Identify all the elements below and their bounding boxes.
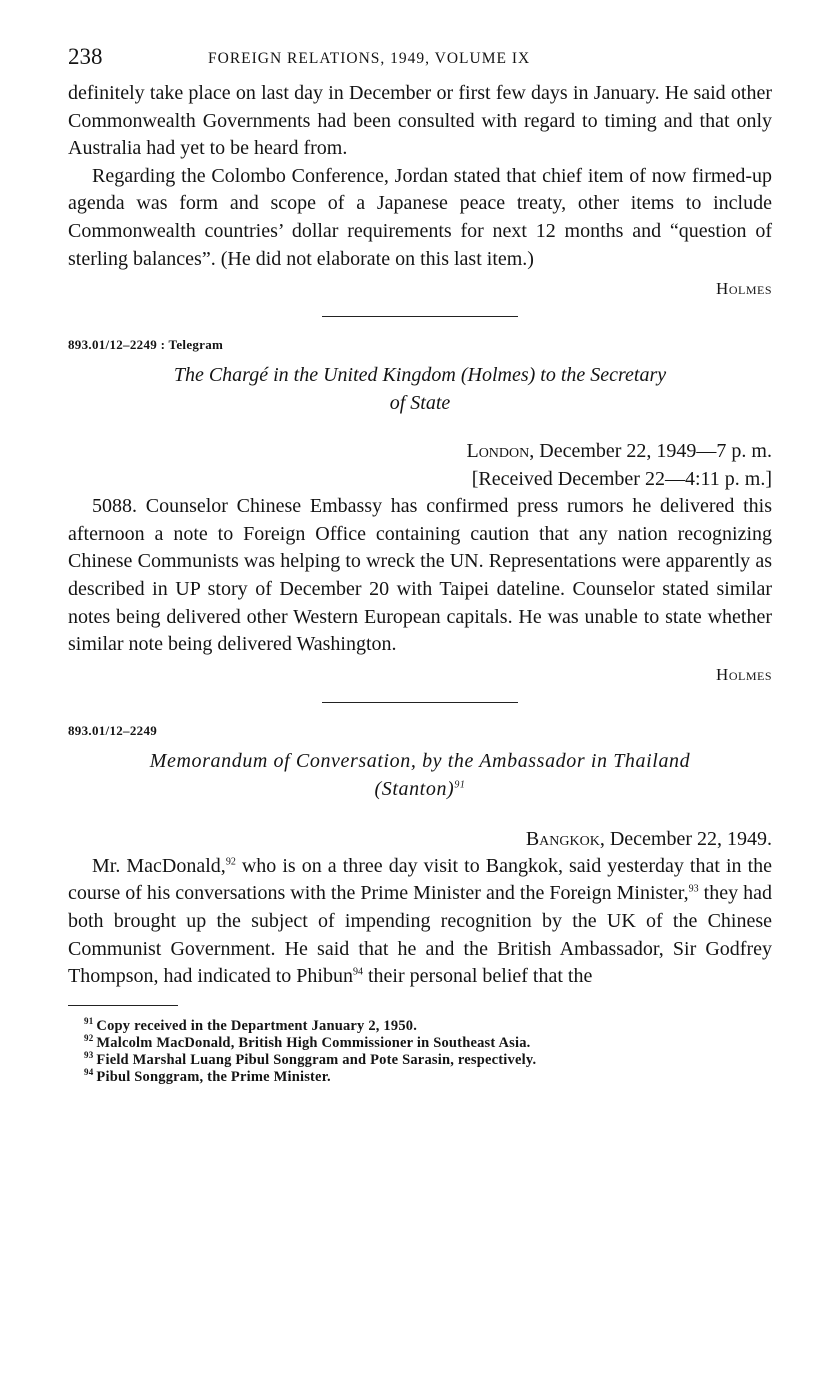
footnote-text: Pibul Songgram, the Prime Minister. [96, 1068, 331, 1085]
body-text: their personal belief that the [362, 965, 593, 988]
dateline-date: , December 22, 1949. [599, 827, 772, 850]
document-title-line [68, 775, 772, 803]
footnote-divider [68, 1005, 178, 1006]
document-title-line: of State [389, 392, 451, 415]
footnote [68, 1032, 772, 1052]
document-title-line: The Chargé in the United Kingdom (Holmes) to the Secretary [173, 364, 667, 387]
footnote-text: Field Marshal Luang Pibul Songgram and Pote Sarasin, respectively. [96, 1051, 537, 1068]
running-head: FOREIGN RELATIONS, 1949, VOLUME IX [208, 50, 531, 67]
footnote-mark: 93 [84, 1049, 94, 1060]
footnote-reference: 94 [352, 966, 363, 978]
body-text: Mr. MacDonald, [92, 854, 226, 877]
footnote-mark: 94 [84, 1066, 94, 1077]
document-page [68, 40, 772, 1086]
section-divider [322, 702, 518, 703]
body-text: who is on a three day visit to Bangkok, said yesterday that in the course of his conversations with the Prime Minister and the Foreign Minister, [68, 854, 773, 905]
page-header [68, 40, 772, 80]
telegram-body: 5088. Counselor Chinese Embassy has confirmed press rumors he delivered this afternoon a note to Foreign Office containing caution that any nation recognizing Chinese Communists was helping to wreck the UN. Representations were apparently as described in UP story of December 20 with Taipei dateline. Counselor stated similar notes being delivered other Western European capitals. He was unable to state whether similar note being delivered Washington. [68, 495, 772, 656]
footnote-mark: 92 [84, 1032, 94, 1043]
memorandum-body [68, 853, 772, 991]
footnote-reference: 92 [225, 856, 236, 868]
footnote-text: Copy received in the Department January 2, 1950. [96, 1017, 418, 1034]
received-line: [Received December 22—4:11 p. m.] [471, 468, 772, 491]
dateline-place: Bangkok [525, 827, 600, 850]
document-title-text: (Stanton) [374, 777, 455, 800]
footnote [68, 1066, 772, 1086]
dateline-place: London [466, 440, 530, 463]
section-divider [322, 316, 518, 317]
paragraph: Regarding the Colombo Conference, Jordan stated that chief item of now firmed-up agenda was form and scope of a Japanese peace treaty, other items to include Commonwealth countries’ dollar requirements for next 12 months and “question of sterling balances”. (He did not elaborate on this last item.) [68, 164, 772, 270]
body-text: they had both brought up the subject of impending recognition by the UK of the Chinese Communist Government. He said that he and the British Ambassador, Sir Godfrey Thompson, had indicated to Phibun [68, 882, 772, 988]
paragraph: definitely take place on last day in December or first few days in January. He said other Commonwealth Governments had been consulted with regard to timing and that only Australia had yet to be heard from. [68, 82, 772, 160]
footnotes [68, 1015, 772, 1086]
document-title [68, 747, 772, 803]
footnote [68, 1049, 772, 1069]
footnote-reference: 93 [688, 883, 699, 895]
signature: Holmes [716, 279, 772, 299]
footnote-text: Malcolm MacDonald, British High Commissioner in Southeast Asia. [96, 1034, 531, 1051]
document-title [68, 361, 772, 417]
document-title-line: Memorandum of Conversation, by the Ambassador in Thailand [149, 749, 691, 772]
signature: Holmes [716, 664, 772, 684]
dateline [68, 825, 772, 853]
footnote-mark: 91 [84, 1015, 94, 1026]
page-number: 238 [68, 44, 103, 69]
file-number: 893.01/12–2249 : Telegram [68, 337, 224, 353]
dateline-date: , December 22, 1949—7 p. m. [529, 440, 772, 463]
file-number: 893.01/12–2249 [68, 722, 158, 738]
footnote-reference: 91 [454, 779, 466, 791]
footnote [68, 1015, 772, 1035]
dateline [68, 437, 772, 465]
